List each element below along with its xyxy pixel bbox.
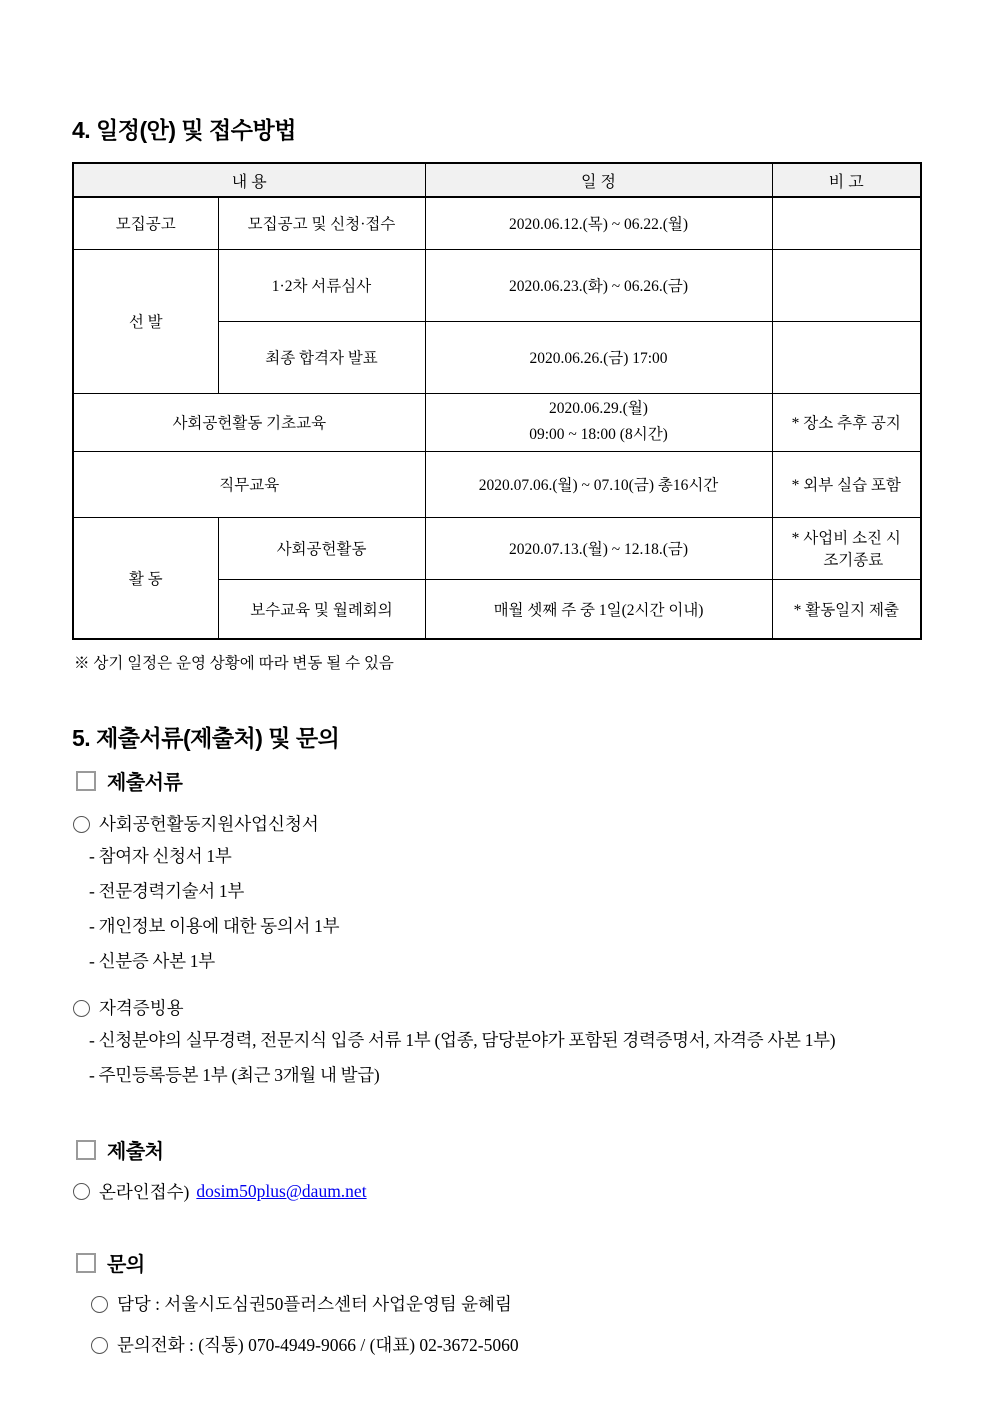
square-bullet-icon xyxy=(76,1253,96,1273)
cell-schedule-doc-review: 2020.06.23.(화) ~ 06.26.(금) xyxy=(425,249,772,321)
square-bullet-icon xyxy=(76,771,96,791)
destination-line xyxy=(73,1179,920,1204)
list-item: - 개인정보 이용에 대한 동의서 1부 xyxy=(89,916,340,936)
list-item: - 신청분야의 실무경력, 전문지식 입증 서류 1부 (업종, 담당분야가 포함된 경력증명서, 자격증 사본 1부) xyxy=(89,1030,836,1050)
table-row xyxy=(73,197,921,249)
cell-category-activity: 활 동 xyxy=(73,517,218,639)
destination-title: 제출처 xyxy=(107,1141,164,1163)
document-group-title-row xyxy=(73,993,920,1023)
cell-item-doc-review: 1·2차 서류심사 xyxy=(218,249,425,321)
documents-title-row xyxy=(76,766,920,795)
circle-bullet-icon xyxy=(91,1337,108,1354)
cell-item-contribution: 사회공헌활동 xyxy=(218,517,425,579)
table-header-row xyxy=(73,163,921,197)
cell-remark-doc-review xyxy=(772,249,921,321)
inquiry-phone: 문의전화 : (직통) 070-4949-9066 / (대표) 02-3672-5060 xyxy=(117,1335,519,1355)
cell-item-job-edu: 직무교육 xyxy=(73,451,425,517)
inquiry-title: 문의 xyxy=(107,1254,145,1276)
col-header-schedule: 일 정 xyxy=(425,163,772,197)
cell-schedule-monthly: 매월 셋째 주 중 1일(2시간 이내) xyxy=(425,579,772,639)
section5-heading: 5. 제출서류(제출처) 및 문의 xyxy=(72,725,340,751)
list-item: - 참여자 신청서 1부 xyxy=(89,846,232,866)
circle-bullet-icon xyxy=(73,1000,90,1017)
schedule-table xyxy=(72,162,922,640)
inquiry-subsection xyxy=(72,1248,920,1359)
document-group-title: 자격증빙용 xyxy=(99,998,184,1018)
remark-line-1: * 사업비 소진 시 xyxy=(791,530,901,547)
cell-remark-basic-edu: * 장소 추후 공지 xyxy=(772,393,921,451)
table-row xyxy=(73,451,921,517)
circle-bullet-icon xyxy=(73,1183,90,1200)
cell-schedule-final: 2020.06.26.(금) 17:00 xyxy=(425,321,772,393)
remark-line-2: 조기종료 xyxy=(823,552,884,569)
schedule-line-1: 2020.06.29.(월) xyxy=(549,400,648,417)
list-item: - 전문경력기술서 1부 xyxy=(89,881,244,901)
cell-remark-final xyxy=(772,321,921,393)
cell-schedule-contribution: 2020.07.13.(월) ~ 12.18.(금) xyxy=(425,517,772,579)
list-item: - 신분증 사본 1부 xyxy=(89,951,215,971)
table-row xyxy=(73,249,921,321)
cell-schedule-basic-edu xyxy=(425,393,772,451)
cell-item-final: 최종 합격자 발표 xyxy=(218,321,425,393)
inquiry-contact: 담당 : 서울시도심권50플러스센터 사업운영팀 윤혜림 xyxy=(117,1294,512,1314)
inquiry-title-row xyxy=(76,1248,920,1277)
section5 xyxy=(72,720,920,1359)
col-header-content: 내 용 xyxy=(73,163,425,197)
cell-item-recruit: 모집공고 및 신청·접수 xyxy=(218,197,425,249)
cell-schedule-recruit: 2020.06.12.(목) ~ 06.22.(월) xyxy=(425,197,772,249)
document-group-title: 사회공헌활동지원사업신청서 xyxy=(99,814,319,834)
table-row xyxy=(73,517,921,579)
destination-subsection xyxy=(72,1135,920,1204)
cell-category-recruit: 모집공고 xyxy=(73,197,218,249)
destination-title-row xyxy=(76,1135,920,1164)
list-item xyxy=(91,1291,920,1318)
square-bullet-icon xyxy=(76,1140,96,1160)
list-item: - 주민등록등본 1부 (최근 3개월 내 발급) xyxy=(89,1065,380,1085)
destination-label: 온라인접수) xyxy=(99,1182,190,1202)
cell-schedule-job-edu: 2020.07.06.(월) ~ 07.10(금) 총16시간 xyxy=(425,451,772,517)
cell-category-selection: 선 발 xyxy=(73,249,218,393)
cell-remark-recruit xyxy=(772,197,921,249)
cell-remark-job-edu: * 외부 실습 포함 xyxy=(772,451,921,517)
email-link[interactable]: dosim50plus@daum.net xyxy=(196,1181,367,1201)
schedule-table-note: ※ 상기 일정은 운영 상황에 따라 변동 될 수 있음 xyxy=(74,655,394,672)
circle-bullet-icon xyxy=(91,1296,108,1313)
schedule-line-2: 09:00 ~ 18:00 (8시간) xyxy=(529,426,668,443)
cell-remark-monthly: * 활동일지 제출 xyxy=(772,579,921,639)
table-row xyxy=(73,393,921,451)
documents-title: 제출서류 xyxy=(107,772,183,794)
cell-item-monthly: 보수교육 및 월례회의 xyxy=(218,579,425,639)
document-group-title-row xyxy=(73,809,920,839)
section4-heading: 4. 일정(안) 및 접수방법 xyxy=(72,117,296,143)
circle-bullet-icon xyxy=(73,816,90,833)
cell-item-basic-edu: 사회공헌활동 기초교육 xyxy=(73,393,425,451)
documents-subsection xyxy=(72,766,920,1093)
list-item xyxy=(91,1332,920,1359)
col-header-note: 비 고 xyxy=(772,163,921,197)
cell-remark-contribution xyxy=(772,517,921,579)
